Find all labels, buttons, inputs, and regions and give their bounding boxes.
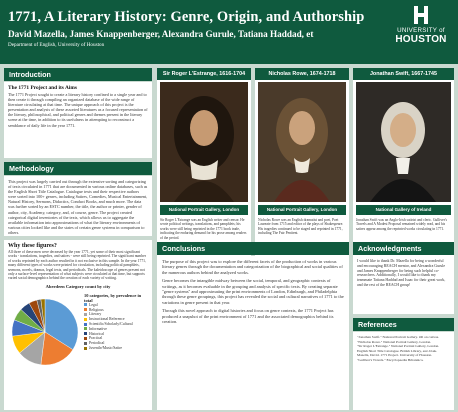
portrait-description: Jonathan Swift was an Anglo-Irish satirist and cleric. Gulliver's Travels and A Modest Proposal remained widely read, and his satires appear among the reprinted works circulating in 1771. [356, 218, 447, 231]
methodology-panel [4, 176, 152, 236]
legend-label: Periodical [89, 341, 105, 346]
reference-item: "Sir Roger L'Estrange." National Portrait Gallery, London. [357, 344, 440, 349]
university-logo [390, 6, 452, 56]
chart-title: Aberdeen Category count by city [45, 283, 111, 289]
legend-swatch [84, 342, 87, 345]
acknowledgments-heading: Acknowledgments [353, 242, 454, 255]
portrait-description: Nicholas Rowe was an English dramatist and poet, Poet Laureate from 1715 and editor of the plays of Shakespeare. His tragedies continued to be staged and reprinted in 1771, including The Fair Penitent. [258, 218, 344, 236]
conclusions-panel [157, 256, 349, 410]
legend-label: Scientific/Scholarly/Cultural [89, 322, 133, 327]
portrait-caption: National Gallery of Ireland [356, 205, 451, 215]
legend-label: Historical [89, 331, 104, 336]
legend-swatch [84, 318, 87, 321]
poster-title: 1771, A Literary History: Genre, Origin, and Authorship [8, 9, 365, 25]
reference-item: "Nicholas Rowe." National Portrait Gallery, London. [357, 339, 432, 344]
methodology-body: This project was largely carried out through the extensive sorting and categorizing of texts circulated in 1771 that are documented in various online databases, such as the English Short Title Catalogue. Catalogue texts and their respective authors were sorted into 100+ genres, including Satires, Comedies, Musical Entertainment, Natural History, Sermons, Didactics, Conduct Books, and much more. The data was further sorted by an ESTC number, the title, the author or printer, gender of author, city, Academy, category, and, of course, genre. The project created categorical digital inventories of the texts, which allows us to aggregate the available information into approximations of what the literary environments of various cities looked like and the states of certain genre systems in comparison to others. [8, 179, 148, 235]
introduction-body: The 1771 Project sought to create a literary history confined to a single year and to then create it through compiling an organized database of the wide range of literature circulating at that time. The unique approach of this project is the presentation and analysis of these assorted literatures as a focused representation of the literary, philosophical, and political genres and themes present in the literary scene at the time, in addition to its usefulness in attempting to reconstruct a semblance of daily life in the year 1771. [8, 92, 148, 128]
legend-swatch [84, 303, 87, 306]
logo-text-bottom: HOUSTON [395, 34, 447, 45]
introduction-subheading: The 1771 Project and its Aims [8, 85, 77, 91]
logo-text-top: UNIVERSITY of [397, 27, 445, 34]
legend-label: Juvenile/Music/Satire [89, 346, 123, 351]
acknowledgments-panel [353, 256, 454, 314]
legend-swatch [84, 308, 87, 311]
legend-label: Instructional Reference [89, 317, 125, 322]
poster-authors: David Mazella, James Knappenberger, Alexandra Gurule, Tatiana Haddad, et [8, 29, 314, 39]
portrait-description: Sir Roger L'Estrange was an English writer and censor. He wrote political writings, translations, and pamphlets; his works were still being reprinted in the 1771 book trade, indicating the enduring demand for his prose among readers of the period. [160, 218, 247, 240]
poster-department: Department of English, University of Houston [8, 42, 105, 48]
reference-item: "Jonathan Swift." National Portrait Gallery. Oil on canvas. [357, 335, 439, 339]
legend-swatch [84, 327, 87, 330]
conclusions-p1: The purpose of this project was to explore the different facets of the production of works in various literary genres through the documentation and categorization of the biographical and social qualities of the numerous authors behind the analyzed works. [162, 259, 343, 275]
legend-swatch [84, 347, 87, 350]
references-panel [353, 332, 454, 410]
legend-entry [84, 346, 148, 351]
portrait-caption: National Portrait Gallery, London [160, 205, 248, 215]
methodology-heading: Methodology [4, 162, 152, 175]
legend-label: Practical [89, 336, 103, 341]
why-figures-body: All three of these men were deceased by the year 1771, yet some of their most significant works - translations, tragedies, and satires - were still being reprinted. The significant number of works reprinted by each author resulted in it not exclusive in this sample. In the year 1771, many different types of works were printed for circulation, including political pamphlets, sermons, novels, dramas, legal texts, and periodicals. The kaleidoscope of genres present not only a surface-level representation of what subjects were circulated at that time, but supports varied social demographics behind the creation of each variety of writing. [8, 250, 146, 281]
legend-label: Legal [89, 302, 98, 307]
references-heading: References [353, 318, 454, 331]
introduction-heading: Introduction [4, 68, 152, 81]
why-figures-panel [4, 240, 152, 410]
portrait-image-swift [356, 82, 451, 202]
reference-item: Mazella, David. 1771 Project. University of Houston. [357, 353, 433, 358]
why-figures-heading: Why these figures? [8, 243, 57, 249]
legend-label: Religious [89, 307, 104, 312]
uh-monogram-icon [412, 6, 430, 24]
portrait-image-rowe [258, 82, 346, 202]
conclusions-heading: Conclusions [157, 242, 349, 255]
legend-swatch [84, 313, 87, 316]
conclusions-p3: Through this novel approach to digital histories and focus on genre contexts, the 1771 Project has produced a snapshot of the print environment of 1771 and the associated demographics behind its creation. [162, 308, 334, 325]
portrait-caption: National Portrait Gallery, London [258, 205, 346, 215]
reference-item: "Gulliver's Travels." Encyclopaedia Britannica. [357, 357, 424, 362]
conclusions-p2: Genre becomes the intangible midway between the social, temporal, and geographic contexts of writings, as it becomes evaluable in the grouping and analysis of specific texts. By creating separate "genre systems" and approximating the print environments of London, Edinburgh, and Philadelphia through these genre groupings, this project has revealed the social and cultural narratives of 1771 to the variations in genre present in that year. [162, 278, 344, 305]
introduction-panel [4, 82, 152, 158]
legend-label: Informative [89, 326, 107, 331]
portrait-title: Jonathan Swift, 1667-1745 [353, 68, 454, 80]
legend-label: Literary [89, 312, 102, 317]
legend-title: 10 categories, by prevalence in total [84, 292, 142, 303]
legend-swatch [84, 332, 87, 335]
legend-items [84, 303, 148, 351]
acknowledgments-body: I would like to thank Dr. Mazella for being a wonderful and encouraging REACH mentor, and Alexandra Gurule and James Knappenberger for being such helpful co-researchers. Additionally, I would like to thank my teammate Tatiana Haddad and Isaac for their great work, and the rest of the REACH group! [357, 259, 446, 287]
pie-chart [10, 297, 80, 367]
chart-legend [84, 293, 148, 351]
chart-area [8, 291, 148, 375]
reference-item: English Short Title Catalogue. British Library, estc.bl.uk. [357, 348, 437, 353]
portrait-title: Sir Roger L'Estrange, 1616-1704 [157, 68, 251, 80]
portrait-title: Nicholas Rowe, 1674-1718 [255, 68, 349, 80]
poster-header [0, 0, 458, 64]
legend-swatch [84, 323, 87, 326]
portrait-image-lestrange [160, 82, 248, 202]
legend-swatch [84, 337, 87, 340]
